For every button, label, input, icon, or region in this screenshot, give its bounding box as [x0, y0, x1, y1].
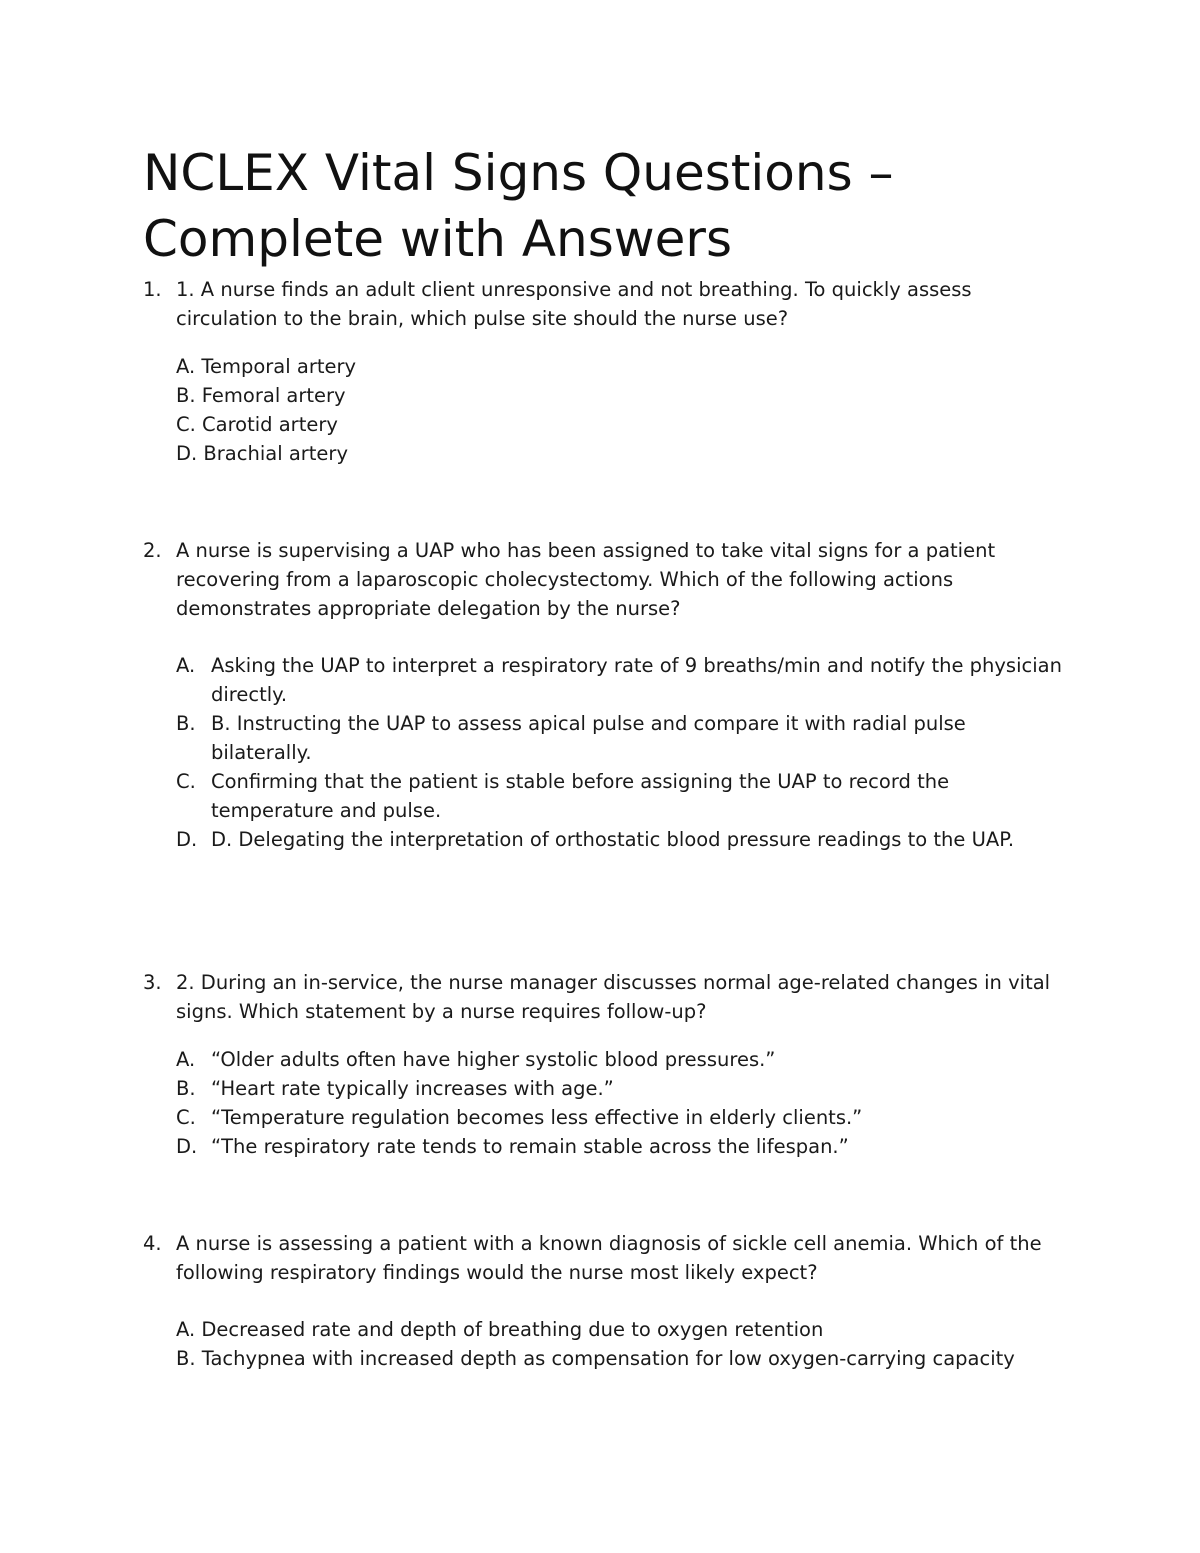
- option-letter: B.: [176, 712, 196, 735]
- question-stem: 2. During an in-service, the nurse manager discusses normal age-related changes in vital signs. Which statement by a nurse requires follow-up?: [176, 971, 1051, 1023]
- answer-option-a: [176, 1045, 1063, 1074]
- answer-options: [176, 352, 1063, 468]
- option-text: D. Delegating the interpretation of orthostatic blood pressure readings to the UAP.: [211, 828, 1015, 851]
- question-1: [143, 275, 1063, 468]
- answer-options: [176, 1045, 1063, 1161]
- question-stem: 1. A nurse finds an adult client unresponsive and not breathing. To quickly assess circulation to the brain, which pulse site should the nurse use?: [176, 278, 972, 330]
- answer-option-c: [176, 767, 1063, 825]
- answer-options: [176, 651, 1063, 854]
- option-letter: A.: [176, 654, 196, 677]
- option-letter: D.: [176, 828, 198, 851]
- answer-option-b: B. Tachypnea with increased depth as compensation for low oxygen-carrying capacity: [176, 1347, 1015, 1370]
- option-text: B. Instructing the UAP to assess apical pulse and compare it with radial pulse bilaterally.: [211, 712, 966, 764]
- option-letter: C.: [176, 770, 196, 793]
- answer-option-b: [176, 709, 1063, 767]
- answer-option-b: B. Femoral artery: [176, 384, 346, 407]
- option-text: “Older adults often have higher systolic blood pressures.”: [211, 1048, 776, 1071]
- answer-option-a: A. Decreased rate and depth of breathing due to oxygen retention: [176, 1318, 824, 1341]
- page-title: NCLEX Vital Signs Questions – Complete with Answers: [143, 144, 894, 268]
- answer-option-c: [176, 1103, 1063, 1132]
- answer-option-d: [176, 1132, 1063, 1161]
- question-3: [143, 968, 1063, 1161]
- answer-option-a: A. Temporal artery: [176, 355, 357, 378]
- question-number: 1.: [143, 278, 162, 301]
- question-2: [143, 536, 1063, 854]
- option-letter: C.: [176, 1106, 196, 1129]
- option-text: Confirming that the patient is stable before assigning the UAP to record the temperature and pulse.: [211, 770, 950, 822]
- question-number: 4.: [143, 1232, 162, 1255]
- answer-option-a: [176, 651, 1063, 709]
- answer-options: [176, 1315, 1063, 1373]
- answer-option-d: D. Brachial artery: [176, 442, 348, 465]
- answer-option-c: C. Carotid artery: [176, 413, 338, 436]
- option-text: “Temperature regulation becomes less effective in elderly clients.”: [211, 1106, 863, 1129]
- question-4: [143, 1229, 1063, 1373]
- question-number: 3.: [143, 971, 162, 994]
- answer-option-d: [176, 825, 1063, 854]
- option-letter: A.: [176, 1048, 196, 1071]
- question-stem: A nurse is supervising a UAP who has been assigned to take vital signs for a patient recovering from a laparoscopic cholecystectomy. Which of the following actions demonstrates appropriate delegation by the nurse?: [176, 539, 996, 620]
- option-text: “Heart rate typically increases with age.”: [211, 1077, 614, 1100]
- option-text: “The respiratory rate tends to remain stable across the lifespan.”: [211, 1135, 849, 1158]
- option-letter: D.: [176, 1135, 198, 1158]
- option-letter: B.: [176, 1077, 196, 1100]
- question-stem: A nurse is assessing a patient with a known diagnosis of sickle cell anemia. Which of the following respiratory findings would the nurse most likely expect?: [176, 1232, 1042, 1284]
- answer-option-b: [176, 1074, 1063, 1103]
- question-number: 2.: [143, 539, 162, 562]
- option-text: Asking the UAP to interpret a respiratory rate of 9 breaths/min and notify the physician directly.: [211, 654, 1062, 706]
